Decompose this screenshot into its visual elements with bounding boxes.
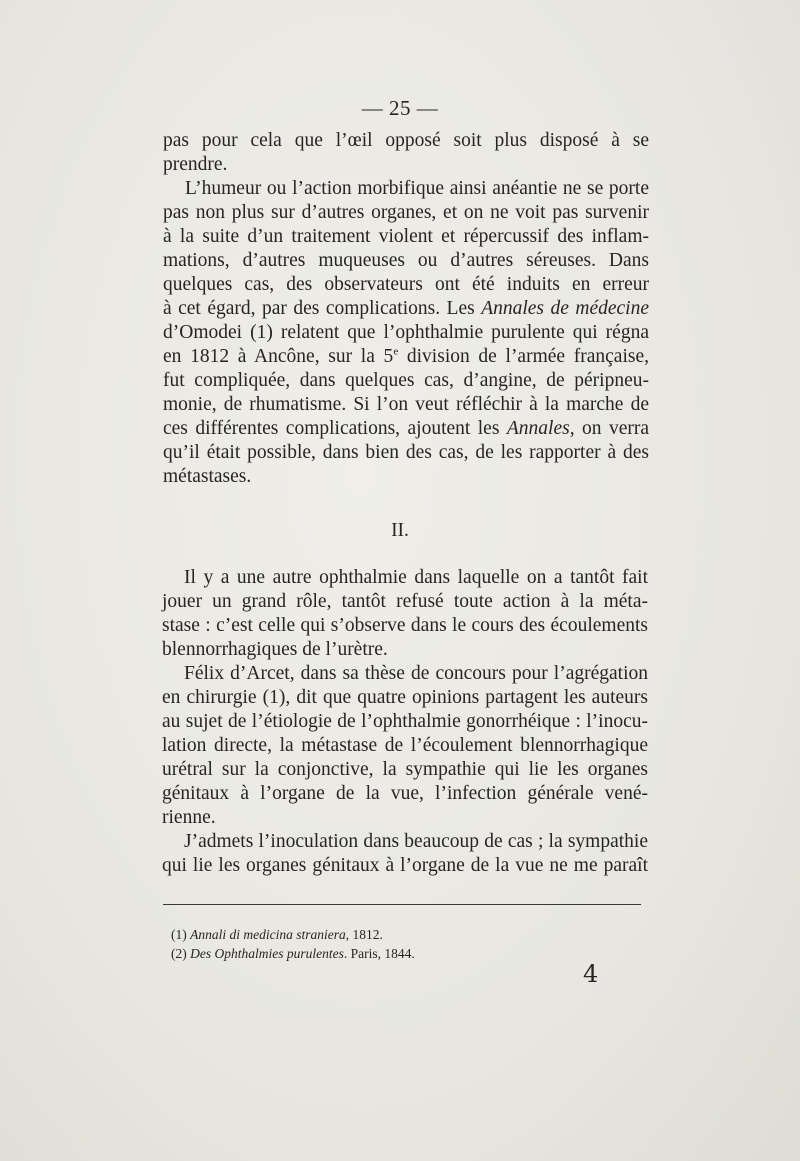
text-line: génitaux à l’organe de la vue, l’infection générale vené- bbox=[162, 783, 648, 804]
text-line: métastases. bbox=[163, 466, 252, 487]
text-line: L’humeur ou l’action morbifique ainsi anéantie ne se porte bbox=[185, 178, 649, 199]
text-line: pas non plus sur d’autres organes, et on ne voit pas survenir bbox=[163, 202, 649, 223]
text-line: Il y a une autre ophthalmie dans laquelle on a tantôt fait bbox=[184, 567, 648, 588]
text-line: à cet égard, par des complications. Les Annales de médecine bbox=[163, 298, 649, 319]
text-line: blennorrhagiques de l’urètre. bbox=[162, 639, 388, 660]
text-line: à la suite d’un traitement violent et répercussif des inflam- bbox=[163, 226, 649, 247]
text-line: en 1812 à Ancône, sur la 5e division de l’armée française, bbox=[163, 345, 649, 367]
text-line: mations, d’autres muqueuses ou d’autres séreuses. Dans bbox=[163, 250, 649, 271]
signature-mark: 4 bbox=[583, 960, 599, 988]
text-line: J’admets l’inoculation dans beaucoup de cas ; la sympathie bbox=[184, 831, 648, 852]
text-line: ces différentes complications, ajoutent les Annales, on verra bbox=[163, 418, 649, 439]
body-text-block-1 bbox=[163, 129, 649, 489]
text-line: fut compliquée, dans quelques cas, d’angine, de péripneu- bbox=[163, 370, 649, 391]
footnote: (2) Des Ophthalmies purulentes. Paris, 1844. bbox=[171, 946, 415, 961]
text-line: quelques cas, des observateurs ont été induits en erreur bbox=[163, 274, 649, 295]
text-line: qu’il était possible, dans bien des cas, de les rapporter à des bbox=[163, 442, 649, 463]
text-line: pas pour cela que l’œil opposé soit plus disposé à se bbox=[163, 130, 649, 151]
text-line: en chirurgie (1), dit que quatre opinions partagent les auteurs bbox=[162, 687, 648, 708]
page-number: — 25 — bbox=[361, 96, 439, 120]
text-line: d’Omodei (1) relatent que l’ophthalmie purulente qui régna bbox=[163, 322, 649, 343]
text-line: qui lie les organes génitaux à l’organe de la vue ne me paraît bbox=[162, 855, 648, 876]
text-line: jouer un grand rôle, tantôt refusé toute action à la méta- bbox=[162, 591, 648, 612]
footnote-divider bbox=[163, 904, 641, 905]
text-line: au sujet de l’étiologie de l’ophthalmie gonorrhéique : l’inocu- bbox=[162, 711, 648, 732]
text-line: rienne. bbox=[162, 807, 216, 828]
footnotes bbox=[171, 925, 415, 963]
text-line: stase : c’est celle qui s’observe dans le cours des écoulements bbox=[162, 615, 648, 636]
text-line: urétral sur la conjonctive, la sympathie qui lie les organes bbox=[162, 759, 648, 780]
text-line: monie, de rhumatisme. Si l’on veut réfléchir à la marche de bbox=[163, 394, 649, 415]
body-text-block-2 bbox=[162, 566, 648, 878]
text-line: Félix d’Arcet, dans sa thèse de concours pour l’agrégation bbox=[184, 663, 648, 684]
section-heading: II. bbox=[391, 520, 409, 541]
text-line: prendre. bbox=[163, 154, 228, 175]
text-line: lation directe, la métastase de l’écoulement blennorrhagique bbox=[162, 735, 648, 756]
footnote: (1) Annali di medicina straniera, 1812. bbox=[171, 927, 383, 942]
